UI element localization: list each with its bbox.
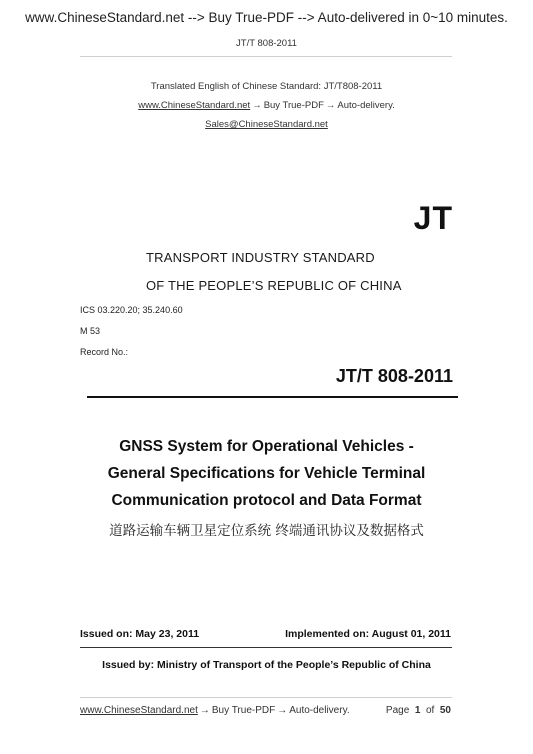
- right-arrow-icon: →: [325, 100, 336, 111]
- site-link[interactable]: www.ChineseStandard.net: [138, 100, 251, 111]
- right-arrow-icon: →: [199, 705, 210, 716]
- ics-code: ICS 03.220.20; 35.240.60: [80, 305, 183, 315]
- page-total: 50: [439, 705, 451, 716]
- record-number: Record No.:: [80, 347, 129, 357]
- email-row: [0, 119, 533, 130]
- header-divider: [80, 56, 452, 57]
- document-title-line1: GNSS System for Operational Vehicles -: [119, 438, 414, 455]
- issuing-authority: Issued by: Ministry of Transport of the People’s Republic of China: [102, 659, 431, 671]
- page-indicator: [386, 705, 451, 716]
- right-arrow-icon: →: [277, 705, 288, 716]
- footer-divider: [80, 697, 452, 698]
- classification-code: M 53: [80, 326, 101, 336]
- auto-delivery-text: Auto-delivery.: [337, 100, 395, 111]
- buy-pdf-text: Buy True-PDF: [263, 100, 324, 111]
- standard-title-line2: OF THE PEOPLE’S REPUBLIC OF CHINA: [146, 278, 402, 293]
- standard-title-line1: TRANSPORT INDUSTRY STANDARD: [146, 250, 375, 265]
- dates-divider: [80, 647, 452, 648]
- jt-logo: JT: [413, 200, 453, 236]
- footer-site-link[interactable]: www.ChineseStandard.net: [80, 705, 198, 716]
- translation-links: [0, 100, 533, 111]
- title-divider: [87, 396, 458, 398]
- footer-buy-text: Buy True-PDF: [211, 705, 276, 716]
- header-doc-code: JT/T 808-2011: [236, 38, 297, 49]
- translation-notice: Translated English of Chinese Standard: JT/T808-2011: [150, 81, 383, 92]
- email-link[interactable]: Sales@ChineseStandard.net: [205, 119, 328, 130]
- footer-links: [80, 705, 350, 716]
- chinese-title: 道路运输车辆卫星定位系统 终端通讯协议及数据格式: [109, 523, 424, 539]
- document-title-line2: General Specifications for Vehicle Terminal: [107, 465, 426, 482]
- page-label: Page: [385, 705, 410, 716]
- document-title-line3: Communication protocol and Data Format: [111, 492, 422, 509]
- implemented-date: Implemented on: August 01, 2011: [285, 628, 451, 640]
- issued-date: Issued on: May 23, 2011: [80, 628, 200, 640]
- page-current: 1: [414, 705, 421, 716]
- footer-delivery-text: Auto-delivery.: [289, 705, 350, 716]
- page-of-label: of: [425, 705, 435, 716]
- top-banner[interactable]: www.ChineseStandard.net --> Buy True-PDF --> Auto-delivered in 0~10 minutes.: [25, 10, 508, 25]
- standard-number: JT/T 808-2011: [335, 366, 453, 386]
- right-arrow-icon: →: [252, 100, 262, 111]
